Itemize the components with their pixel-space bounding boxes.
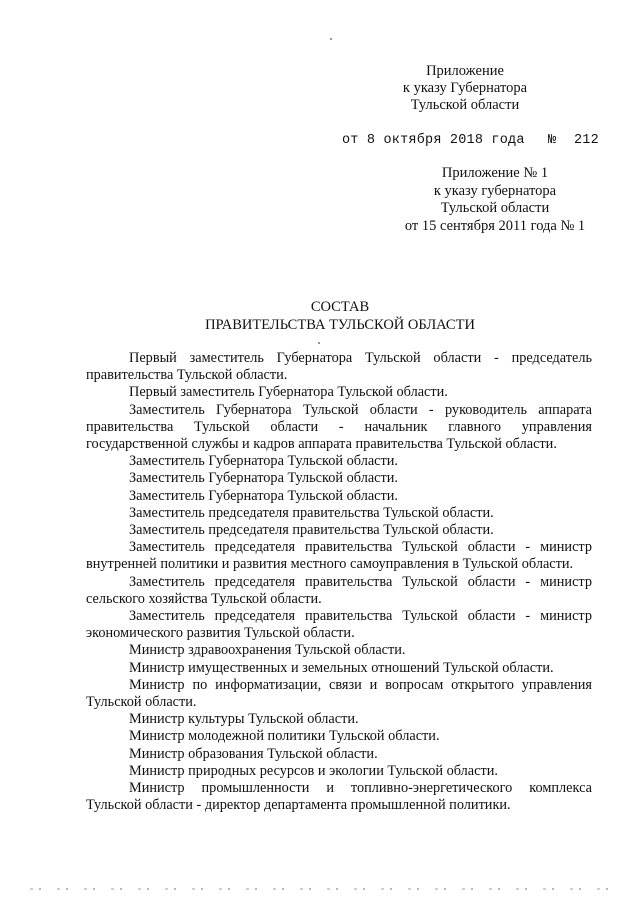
annex-one-line: Приложение № 1 (441, 165, 549, 181)
member-paragraph: Заместитель председателя правительства Тульской области. (129, 504, 494, 521)
annex-one-line: к указу губернатора (433, 182, 557, 199)
decree-date: от 8 октября 2018 года (342, 133, 525, 148)
annex-header (360, 63, 570, 114)
annex-header-line: к указу Губернатора (402, 80, 528, 96)
scan-edge-noise (30, 888, 610, 890)
member-paragraph: Заместитель Губернатора Тульской области - руководитель аппарата правительства Тульской области - начальник главного управления государственной службы и кадров аппарата правительства Тульской области. (86, 401, 592, 453)
member-paragraph: Министр имущественных и земельных отношений Тульской области. (129, 659, 554, 676)
title-line: СОСТАВ (310, 299, 370, 315)
scan-speck (330, 38, 332, 40)
member-paragraph: Министр культуры Тульской области. (129, 711, 359, 728)
scan-speck (318, 342, 320, 344)
member-paragraph: Заместитель Губернатора Тульской области. (129, 487, 398, 504)
annex-header-line: Приложение (426, 63, 504, 79)
member-paragraph: Министр образования Тульской области. (129, 745, 378, 762)
decree-number: 212 (574, 133, 599, 148)
annex-one-header (390, 165, 600, 235)
member-paragraph: Министр по информатизации, связи и вопросам открытого управления Тульской области. (86, 676, 592, 711)
member-paragraph: Министр природных ресурсов и экологии Тульской области. (129, 762, 498, 779)
member-paragraph: Первый заместитель Губернатора Тульской области - председатель правительства Тульской области. (86, 350, 592, 384)
member-paragraph: Заместитель председателя правительства Тульской области - министр экономического развития Тульской области. (86, 608, 592, 642)
member-paragraph: Заместитель председателя правительства Тульской области. (129, 522, 494, 539)
member-paragraph: Заместитель председателя правительства Тульской области - министр сельского хозяйства Тульской области. (86, 573, 592, 607)
title-line: ПРАВИТЕЛЬСТВА ТУЛЬСКОЙ ОБЛАСТИ (205, 316, 475, 333)
annex-header-line: Тульской области (410, 97, 520, 113)
member-paragraph: Заместитель Губернатора Тульской области. (129, 470, 398, 487)
member-paragraph: Министр здравоохранения Тульской области. (129, 642, 406, 659)
annex-one-line: от 15 сентября 2011 года № 1 (404, 217, 586, 234)
decree-number-label: № (548, 133, 557, 148)
annex-one-line: Тульской области (440, 200, 550, 216)
members-list (86, 350, 592, 814)
member-paragraph: Заместитель Губернатора Тульской области. (129, 453, 398, 470)
member-paragraph: Министр промышленности и топливно-энергетического комплекса Тульской области - директор департамента промышленной политики. (86, 780, 592, 814)
member-paragraph: Заместитель председателя правительства Тульской области - министр внутренней политики и развития местного самоуправления в Тульской области. (86, 539, 592, 573)
decree-stamp (342, 133, 599, 148)
member-paragraph: Первый заместитель Губернатора Тульской области. (129, 384, 448, 401)
document-title (0, 299, 640, 334)
member-paragraph: Министр молодежной политики Тульской области. (129, 728, 440, 745)
